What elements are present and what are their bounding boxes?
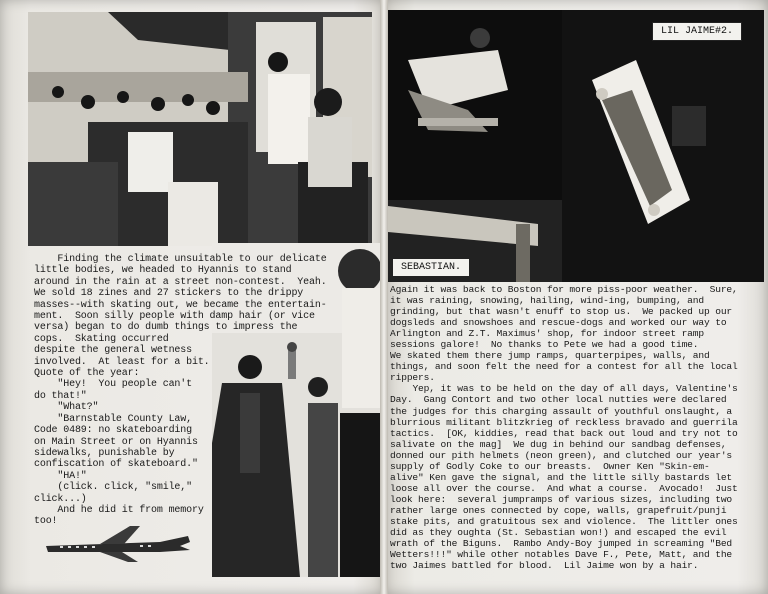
right-story-text: Again it was back to Boston for more piss-poor weather. Sure, it was raining, snowing, hailing, wind-ing, bumping, and grinding, but that wasn't enuff to stop us. We packed up our dogsleds and snowshoes and rescue-dogs and worked our way to Arlington and Z.T. Maximus' shop, for indoor street ramp sessions galore! No thanks to Pete we had a good time. We skated them there jump ramps, quarterpipes, walls, and things, and soon felt the need for a contest for all the local rippers. Yep, it was to be held on the day of all days, Valentine's Day. Gang Contort and two other local nutties were declared the judges for this charging assault of youthful onslaught, a blurrious militant blitzkrieg of reckless bravado and guerrila tactics. [OK, kiddies, read that back out loud and try not to salivate on the mag] We dug in behind our sandbag defenses, donned our pith helmets (neon green), and clutched our year's supply of Godly Coke to our breasts. Owner Ken "Skin-em- alive" Ken gave the signal, and the little silly bastards let loose all over the course. And what a course. Avocado! Just look here: several jumpramps of various sizes, including two rather large ones connected by cope, walls, grapefruit/punji stake pits, and gratuitous sex and violence. The littler ones did as they oughta (St. Sebastian won!) and escaped the evil wrath of the Biguns. Rambo Andy-Boy jumped in screaming "Bed Wetters!!!" while other notables Dave F., Pete, Matt, and the two Jaimes battled for blood. Lil Jaime won by a hair. [390, 284, 738, 572]
crowd-photo-art [28, 12, 372, 246]
skater-photo-right [562, 10, 764, 282]
right-page [384, 0, 768, 594]
sebastian-caption: SEBASTIAN. [392, 258, 470, 277]
skater-photo-right-art [562, 10, 764, 282]
skater-photo-left-art [388, 10, 562, 282]
left-story-text: Finding the climate unsuitable to our delicate little bodies, we headed to Hyannis to stand around in the rain at a street non-contest. Yeah. We sold 18 zines and 27 stickers to the drippy masses--with skating out, we became the entertain- ment. Soon silly people with damp hair (or vice versa) began to do dumb things to impress the cops. Skating occurred despite the general wetness involved. At least for a bit. Quote of the year: "Hey! You people can't do that!" "What?" "Barnstable County Law, Code 0489: no skateboarding on Main Street or on Hyannis sidewalks, punishable by confiscation of skateboard." "HA!" (click. click, "smile," click...) And he did it from memory too! [34, 254, 327, 528]
crowd-photo [28, 12, 372, 246]
skater-photo-left [388, 10, 562, 282]
airplane-icon [40, 522, 192, 566]
lil-jaime-caption: LIL JAIME#2. [652, 22, 742, 41]
page-gutter [380, 0, 388, 594]
airplane-clipart [40, 522, 192, 566]
